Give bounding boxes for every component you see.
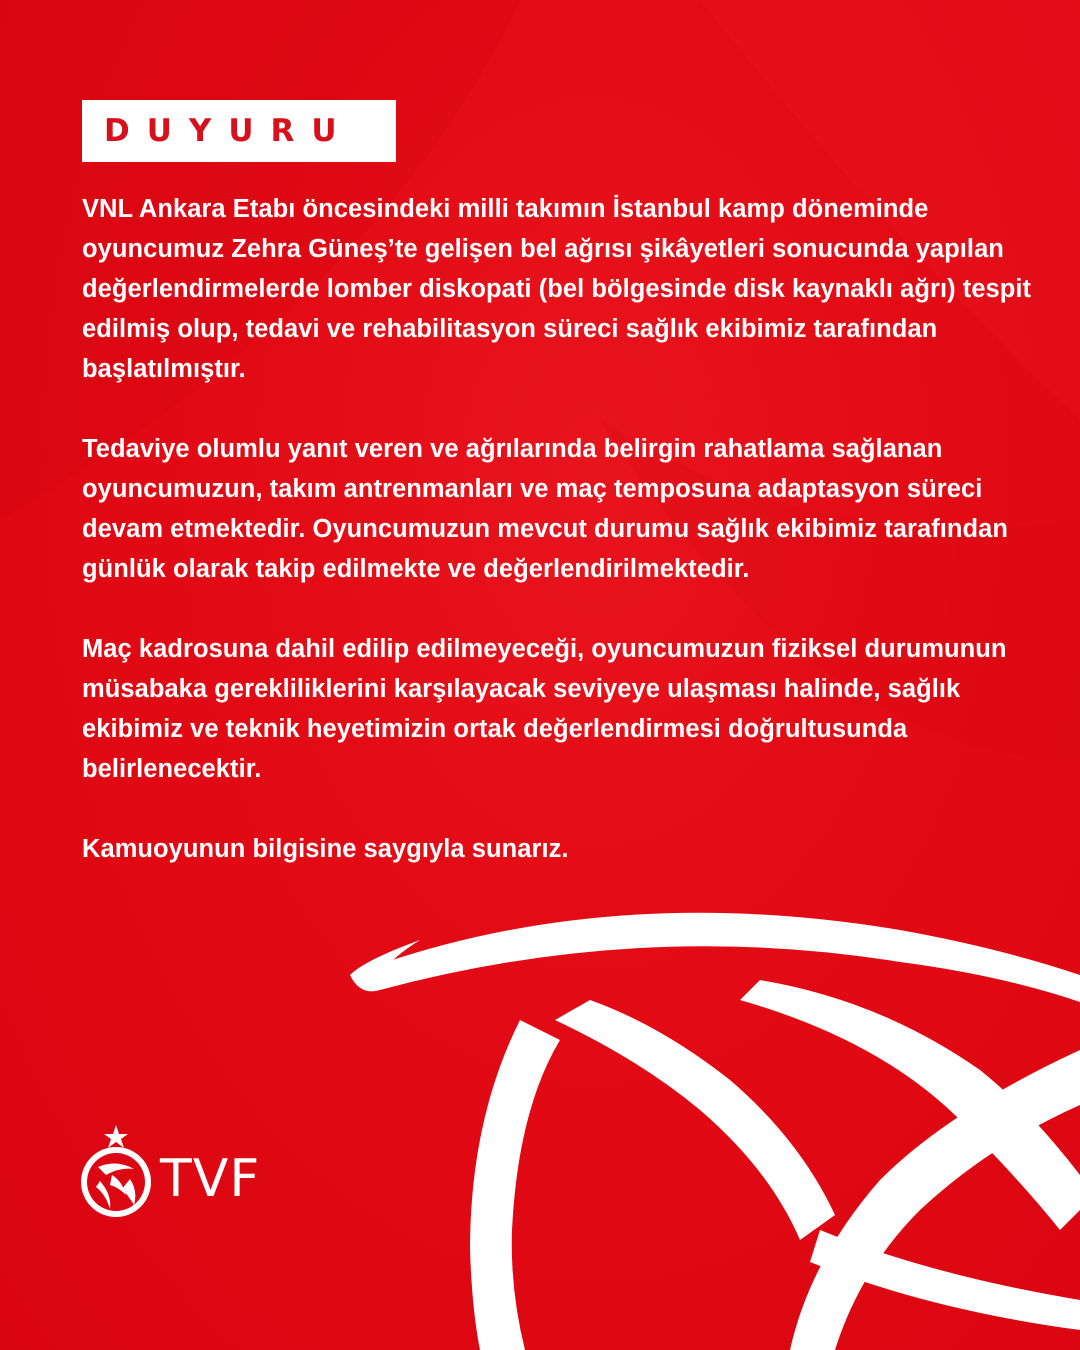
emblem-year: 1958 [109, 1211, 123, 1217]
announcement-closing: Kamuoyunun bilgisine saygıyla sunarız. [82, 835, 569, 863]
brand-name: TVF [160, 1149, 261, 1209]
tvf-logo [76, 1125, 286, 1225]
announcement-title-box [82, 100, 396, 162]
announcement-title: DUYURU [104, 112, 354, 149]
announcement-paragraph-2: Tedaviye olumlu yanıt veren ve ağrılarında belirgin rahatlama sağlanan oyuncumuzun, takım antrenmanları ve maç temposuna adaptasyon süreci devam etmektedir. Oyuncumuzun mevcut durumu sağlık ekibimiz tarafından günlük olarak takip edilmekte ve değerlendirilmektedir. [82, 435, 1008, 583]
announcement-paragraph-1: VNL Ankara Etabı öncesindeki milli takımın İstanbul kamp döneminde oyuncumuz Zehra Güneş’te gelişen bel ağrısı şikâyetleri sonucunda yapılan değerlendirmelerde lomber diskopati (bel bölgesinde disk kaynaklı ağrı) tespit edilmiş olup, tedavi ve rehabilitasyon süreci sağlık ekibimiz tarafından başlatılmıştır. [82, 195, 1032, 383]
announcement-body [82, 189, 1062, 869]
volleyball-star-icon [76, 1125, 156, 1225]
announcement-paragraph-3: Maç kadrosuna dahil edilip edilmeyeceği, oyuncumuzun fiziksel durumunun müsabaka gerekliliklerini karşılayacak seviyeye ulaşması halinde, sağlık ekibimiz ve teknik heyetimizin ortak değerlendirmesi doğrultusunda belirlenecektir. [82, 635, 1007, 783]
